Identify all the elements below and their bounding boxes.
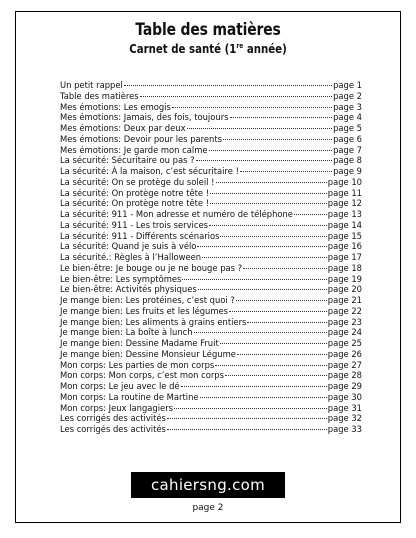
- toc-entry: [60, 381, 362, 392]
- toc-leader-dots: [210, 193, 327, 194]
- toc-entry: [60, 403, 362, 414]
- toc-entry-label: Mes émotions: Les emogis: [60, 101, 171, 112]
- toc-entry: [60, 424, 362, 435]
- toc-entry-label: Je mange bien: La boîte à lunch: [60, 327, 193, 338]
- toc-entry: [60, 123, 362, 134]
- toc-entry: [60, 220, 362, 231]
- toc-entry-label: Je mange bien: Les aliments à grains entiers: [60, 316, 247, 327]
- toc-entry: [60, 112, 362, 123]
- toc-entry: [60, 177, 362, 188]
- toc-entry-page: page 32: [327, 413, 362, 424]
- page-subtitle: [31, 42, 385, 56]
- toc-leader-dots: [229, 311, 327, 312]
- toc-entry-page: page 27: [327, 359, 362, 370]
- subtitle-end: année): [243, 42, 287, 56]
- toc-leader-dots: [174, 408, 327, 409]
- toc-entry: [60, 349, 362, 360]
- toc-entry-page: page 25: [327, 338, 362, 348]
- toc-entry-label: Table des matières: [60, 90, 139, 101]
- toc-entry-page: page 7: [333, 144, 362, 155]
- page-number: page 2: [192, 503, 224, 513]
- toc-entry-label: La sécurité: On protège notre tête !: [60, 198, 210, 209]
- toc-entry: [60, 317, 362, 328]
- toc-entry-page: page 2: [333, 90, 362, 101]
- toc-entry-page: page 16: [327, 241, 362, 252]
- toc-entry-page: page 4: [333, 112, 362, 123]
- toc-entry: [60, 209, 362, 220]
- toc-entry-label: Le bien-être: Activités physiques: [60, 284, 197, 295]
- toc-entry-page: page 30: [327, 391, 362, 402]
- page-title: Table des matières: [135, 20, 281, 40]
- toc-entry-page: page 12: [327, 198, 362, 209]
- toc-entry-page: page 29: [327, 381, 362, 391]
- toc-leader-dots: [237, 354, 327, 355]
- toc-leader-dots: [194, 332, 327, 333]
- toc-leader-dots: [236, 300, 327, 301]
- toc-entry: [60, 284, 362, 295]
- toc-leader-dots: [210, 203, 327, 204]
- toc-entry-page: page 18: [327, 262, 362, 273]
- toc-entry: [60, 392, 362, 403]
- toc-entry-page: page 31: [327, 402, 362, 413]
- toc-leader-dots: [220, 236, 326, 237]
- toc-entry-page: page 19: [327, 273, 362, 284]
- toc-leader-dots: [294, 214, 327, 215]
- toc-entry-label: La sécurité: 911 - Différents scénarios: [60, 230, 220, 241]
- toc-entry-label: Mon corps: Mon corps, c’est mon corps: [60, 370, 224, 381]
- toc-leader-dots: [197, 246, 326, 247]
- toc-entry: [60, 102, 362, 113]
- toc-leader-dots: [223, 139, 332, 140]
- toc-entry-page: page 15: [327, 230, 362, 241]
- toc-entry: [60, 231, 362, 242]
- toc-entry: [60, 134, 362, 145]
- toc-entry-label: Les corrigés des activités: [60, 424, 166, 434]
- toc-entry-label: Je mange bien: Les fruits et les légumes: [60, 305, 229, 316]
- toc-leader-dots: [202, 257, 327, 258]
- toc-entry: [60, 252, 362, 263]
- subtitle-text: Carnet de santé (1: [129, 42, 237, 56]
- toc-leader-dots: [230, 117, 333, 118]
- toc-leader-dots: [243, 268, 327, 269]
- toc-entry: [60, 327, 362, 338]
- toc-entry: [60, 91, 362, 102]
- toc-leader-dots: [200, 397, 327, 398]
- toc-entry-page: page 13: [327, 209, 362, 219]
- toc-entry: [60, 263, 362, 274]
- toc-leader-dots: [209, 150, 333, 151]
- toc-entry: [60, 166, 362, 177]
- toc-leader-dots: [167, 429, 327, 430]
- toc-leader-dots: [247, 322, 326, 323]
- toc-leader-dots: [172, 107, 332, 108]
- toc-entry-page: page 20: [327, 284, 362, 295]
- toc-entry-label: La sécurité: Sécuritaire ou pas ?: [60, 155, 195, 166]
- toc-entry-label: Je mange bien: Dessine Madame Fruit: [60, 338, 219, 348]
- toc-entry-label: La sécurité: On protège notre tête !: [60, 187, 210, 198]
- toc-entry-label: La sécurité.: Règles à l’Halloween: [60, 252, 202, 262]
- toc-entry: [60, 295, 362, 306]
- toc-entry-page: page 23: [327, 316, 362, 327]
- toc-leader-dots: [240, 171, 332, 172]
- toc-entry: [60, 306, 362, 317]
- toc-leader-dots: [198, 289, 327, 290]
- toc-leader-dots: [225, 375, 327, 376]
- toc-entry: [60, 155, 362, 166]
- toc-entry-page: page 11: [327, 187, 362, 198]
- toc-entry-label: Mes émotions: Je garde mon calme: [60, 144, 208, 155]
- toc-leader-dots: [167, 418, 327, 419]
- toc-leader-dots: [181, 386, 327, 387]
- toc-entry-label: Mes émotions: Devoir pour les parents: [60, 133, 223, 144]
- toc-leader-dots: [124, 85, 332, 86]
- toc-entry-label: La sécurité: À la maison, c’est sécuritaire !: [60, 166, 239, 176]
- toc-entry-page: page 6: [333, 133, 362, 144]
- toc-entry-page: page 33: [327, 424, 362, 434]
- toc-entry-page: page 26: [327, 348, 362, 359]
- toc-entry-label: La sécurité: 911 - Les trois services: [60, 219, 208, 230]
- toc-entry-page: page 8: [333, 155, 362, 166]
- toc-entry-page: page 21: [327, 295, 362, 305]
- toc-leader-dots: [216, 182, 327, 183]
- toc-entry-page: page 22: [327, 305, 362, 316]
- toc-leader-dots: [187, 128, 333, 129]
- toc-entry: [60, 241, 362, 252]
- toc-entry: [60, 145, 362, 156]
- toc-entry-page: page 17: [327, 252, 362, 262]
- toc-leader-dots: [182, 279, 326, 280]
- toc-entry: [60, 80, 362, 91]
- toc-entry-label: La sécurité: 911 - Mon adresse et numéro de téléphone: [60, 209, 293, 219]
- toc-entry: [60, 198, 362, 209]
- toc-entry-label: La sécurité: Quand je suis à vélo: [60, 241, 197, 252]
- toc-entry-label: Je mange bien: Les protéines, c’est quoi ?: [60, 295, 235, 305]
- toc-entry: [60, 413, 362, 424]
- toc-entry-page: page 3: [333, 101, 362, 112]
- toc-entry-page: page 14: [327, 219, 362, 230]
- toc-entry-page: page 24: [327, 327, 362, 338]
- subtitle-superscript: re: [236, 42, 244, 50]
- website-banner: cahiersng.com: [131, 472, 285, 498]
- toc-leader-dots: [215, 365, 326, 366]
- toc-entry-page: page 10: [327, 176, 362, 187]
- toc-leader-dots: [196, 160, 333, 161]
- toc-entry: [60, 370, 362, 381]
- toc-entry-page: page 28: [327, 370, 362, 381]
- toc-entry-page: page 9: [333, 166, 362, 176]
- toc-entry-label: Le bien-être: Les symptômes: [60, 273, 182, 284]
- toc-leader-dots: [140, 96, 332, 97]
- toc-entry-label: Mes émotions: Deux par deux: [60, 123, 186, 133]
- toc-entry-label: Mes émotions: Jamais, des fois, toujours: [60, 112, 229, 123]
- toc-entry: [60, 274, 362, 285]
- toc-entry-page: page 1: [333, 80, 362, 90]
- toc-entry-label: Un petit rappel: [60, 80, 123, 90]
- toc-entry: [60, 338, 362, 349]
- toc-entry-label: La sécurité: On se protège du soleil !: [60, 176, 215, 187]
- toc-entry-label: Le bien-être: Je bouge ou je ne bouge pas ?: [60, 262, 243, 273]
- toc-entry-label: Je mange bien: Dessine Monsieur Légume: [60, 348, 236, 359]
- toc-entry-page: page 5: [333, 123, 362, 133]
- toc-entry: [60, 360, 362, 371]
- table-of-contents: [60, 80, 362, 435]
- toc-entry-label: Mon corps: La routine de Martine: [60, 391, 199, 402]
- toc-entry: [60, 188, 362, 199]
- toc-entry-label: Mon corps: Jeux langagiers: [60, 402, 174, 413]
- toc-leader-dots: [220, 343, 327, 344]
- toc-leader-dots: [209, 225, 327, 226]
- toc-entry-label: Mon corps: Le jeu avec le dé: [60, 381, 180, 391]
- toc-entry-label: Les corrigés des activités: [60, 413, 166, 424]
- toc-entry-label: Mon corps: Les parties de mon corps: [60, 359, 215, 370]
